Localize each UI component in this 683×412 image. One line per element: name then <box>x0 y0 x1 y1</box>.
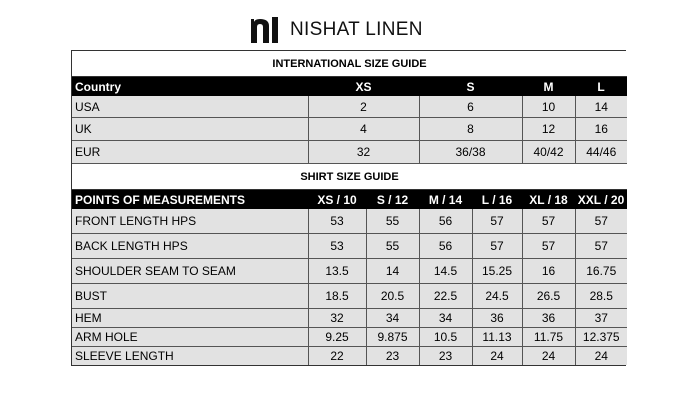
table-cell: 11.13 <box>472 328 522 347</box>
table-cell: 20.5 <box>366 284 419 309</box>
table-cell: 14.5 <box>419 259 472 284</box>
column-header: Country <box>72 77 308 97</box>
table-cell: 23 <box>366 347 419 366</box>
table-row <box>72 284 627 309</box>
table-cell: 37 <box>575 309 627 328</box>
table-cell: 10.5 <box>419 328 472 347</box>
row-label: SLEEVE LENGTH <box>72 347 308 366</box>
row-label: BUST <box>72 284 308 309</box>
table-cell: 55 <box>366 209 419 234</box>
column-header: M <box>522 77 575 97</box>
brand-header <box>248 14 423 46</box>
table-cell: 6 <box>419 96 522 118</box>
column-header: XL / 18 <box>522 190 575 210</box>
column-header: L <box>575 77 627 97</box>
brand-name: NISHAT LINEN <box>290 19 423 40</box>
table-cell: 9.25 <box>308 328 366 347</box>
column-header: XXL / 20 <box>575 190 627 210</box>
table-row <box>72 328 627 347</box>
table-cell: 22.5 <box>419 284 472 309</box>
table-row <box>72 234 627 259</box>
table-cell: 44/46 <box>575 141 627 164</box>
international-header-row <box>72 77 627 97</box>
row-label: HEM <box>72 309 308 328</box>
table-cell: 28.5 <box>575 284 627 309</box>
table-cell: 36/38 <box>419 141 522 164</box>
table-cell: 57 <box>472 209 522 234</box>
row-label: BACK LENGTH HPS <box>72 234 308 259</box>
table-cell: 53 <box>308 209 366 234</box>
size-guide-table <box>71 50 626 366</box>
table-cell: 4 <box>308 118 419 141</box>
table-cell: 32 <box>308 309 366 328</box>
column-header: M / 14 <box>419 190 472 210</box>
row-label: SHOULDER SEAM TO SEAM <box>72 259 308 284</box>
table-cell: 11.75 <box>522 328 575 347</box>
table-cell: 32 <box>308 141 419 164</box>
table-cell: 57 <box>472 234 522 259</box>
column-header: S / 12 <box>366 190 419 210</box>
row-label: EUR <box>72 141 308 164</box>
table-cell: 57 <box>575 209 627 234</box>
column-header: L / 16 <box>472 190 522 210</box>
shirt-title-row <box>72 164 627 190</box>
table-cell: 56 <box>419 209 472 234</box>
table-cell: 9.875 <box>366 328 419 347</box>
international-title: INTERNATIONAL SIZE GUIDE <box>72 51 627 77</box>
table-row <box>72 209 627 234</box>
table-cell: 22 <box>308 347 366 366</box>
column-header: POINTS OF MEASUREMENTS <box>72 190 308 210</box>
table-cell: 55 <box>366 234 419 259</box>
table-cell: 12.375 <box>575 328 627 347</box>
row-label: FRONT LENGTH HPS <box>72 209 308 234</box>
table-cell: 18.5 <box>308 284 366 309</box>
table-cell: 24.5 <box>472 284 522 309</box>
table-cell: 24 <box>522 347 575 366</box>
table-cell: 56 <box>419 234 472 259</box>
table-row <box>72 141 627 164</box>
table-cell: 26.5 <box>522 284 575 309</box>
table-cell: 36 <box>472 309 522 328</box>
table-cell: 10 <box>522 96 575 118</box>
table-row <box>72 347 627 366</box>
nishat-logo-icon <box>248 15 282 45</box>
shirt-title: SHIRT SIZE GUIDE <box>72 164 627 190</box>
column-header: XS <box>308 77 419 97</box>
column-header: S <box>419 77 522 97</box>
international-title-row <box>72 51 627 77</box>
table-cell: 16 <box>522 259 575 284</box>
shirt-size-table <box>72 164 627 365</box>
table-cell: 13.5 <box>308 259 366 284</box>
table-row <box>72 96 627 118</box>
table-cell: 24 <box>575 347 627 366</box>
table-cell: 57 <box>522 209 575 234</box>
row-label: ARM HOLE <box>72 328 308 347</box>
table-cell: 34 <box>366 309 419 328</box>
table-cell: 34 <box>419 309 472 328</box>
table-cell: 16 <box>575 118 627 141</box>
table-cell: 23 <box>419 347 472 366</box>
table-row <box>72 259 627 284</box>
row-label: USA <box>72 96 308 118</box>
international-size-table <box>72 51 627 164</box>
table-cell: 24 <box>472 347 522 366</box>
table-cell: 40/42 <box>522 141 575 164</box>
table-cell: 57 <box>522 234 575 259</box>
table-cell: 14 <box>575 96 627 118</box>
table-cell: 57 <box>575 234 627 259</box>
shirt-header-row <box>72 190 627 210</box>
table-cell: 36 <box>522 309 575 328</box>
column-header: XS / 10 <box>308 190 366 210</box>
row-label: UK <box>72 118 308 141</box>
table-cell: 2 <box>308 96 419 118</box>
table-cell: 8 <box>419 118 522 141</box>
table-cell: 16.75 <box>575 259 627 284</box>
table-cell: 53 <box>308 234 366 259</box>
table-cell: 12 <box>522 118 575 141</box>
table-row <box>72 118 627 141</box>
table-cell: 14 <box>366 259 419 284</box>
table-row <box>72 309 627 328</box>
table-cell: 15.25 <box>472 259 522 284</box>
